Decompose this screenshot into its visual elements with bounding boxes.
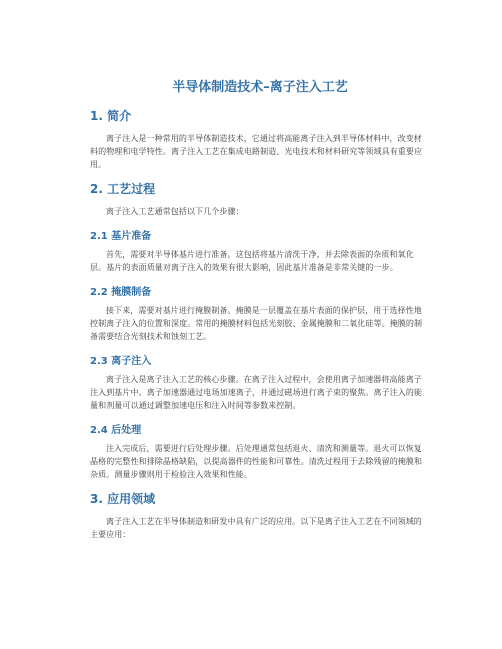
subsection-heading: 2.3 离子注入 [90, 356, 152, 367]
section-paragraph: 离子注入工艺通常包括以下几个步骤： [106, 207, 244, 216]
subsection-paragraph: 离子注入是离子注入工艺的核心步骤。在离子注入过程中，会使用离子加速器将高能离子注入到基片中。离子加速器通过电场加速离子，并通过磁场进行离子束的聚焦。离子注入的能量和剂量可以通过调整加速电压和注入时间等参数来控制。 [90, 375, 423, 410]
section-introduction [90, 107, 426, 171]
subsection-heading: 2.1 基片准备 [90, 231, 152, 242]
subsection-paragraph: 首先，需要对半导体基片进行准备。这包括将基片清洗干净，并去除表面的杂质和氧化层。基片的表面质量对离子注入的效果有很大影响，因此基片准备是非常关键的一步。 [90, 250, 414, 272]
section-heading: 3. 应用领域 [90, 492, 156, 506]
section-heading: 1. 简介 [90, 109, 132, 123]
section-paragraph: 离子注入工艺在半导体制造和研发中具有广泛的应用。以下是离子注入工艺在不同领域的主要应用： [90, 517, 422, 539]
section-heading: 2. 工艺过程 [90, 182, 156, 196]
subsection-heading: 2.4 后处理 [90, 425, 142, 436]
section-process [90, 180, 426, 481]
section-applications [90, 490, 426, 541]
subsection-post-processing [90, 421, 426, 481]
subsection-substrate-prep [90, 227, 426, 274]
subsection-mask-prep [90, 283, 426, 343]
section-paragraph: 离子注入是一种常用的半导体制造技术，它通过将高能离子注入到半导体材料中，改变材料的物理和电学特性。离子注入工艺在集成电路制造、光电技术和材料研究等领域具有重要应用。 [90, 134, 423, 169]
subsection-paragraph: 注入完成后，需要进行后处理步骤。后处理通常包括退火、清洗和测量等。退火可以恢复晶格的完整性和排除晶格缺陷，以提高器件的性能和可靠性。清洗过程用于去除残留的掩膜和杂质。测量步骤则用于检验注入效果和性能。 [90, 444, 423, 479]
document-title: 半导体制造技术–离子注入工艺 [172, 80, 348, 95]
subsection-paragraph: 接下来，需要对基片进行掩膜制备。掩膜是一层覆盖在基片表面的保护层，用于选择性地控制离子注入的位置和深度。常用的掩膜材料包括光刻胶、金属掩膜和二氧化硅等。掩膜的制备需要结合光刻技术和蚀刻工艺。 [90, 306, 423, 341]
subsection-ion-implantation [90, 352, 426, 412]
subsection-heading: 2.2 掩膜制备 [90, 287, 152, 298]
